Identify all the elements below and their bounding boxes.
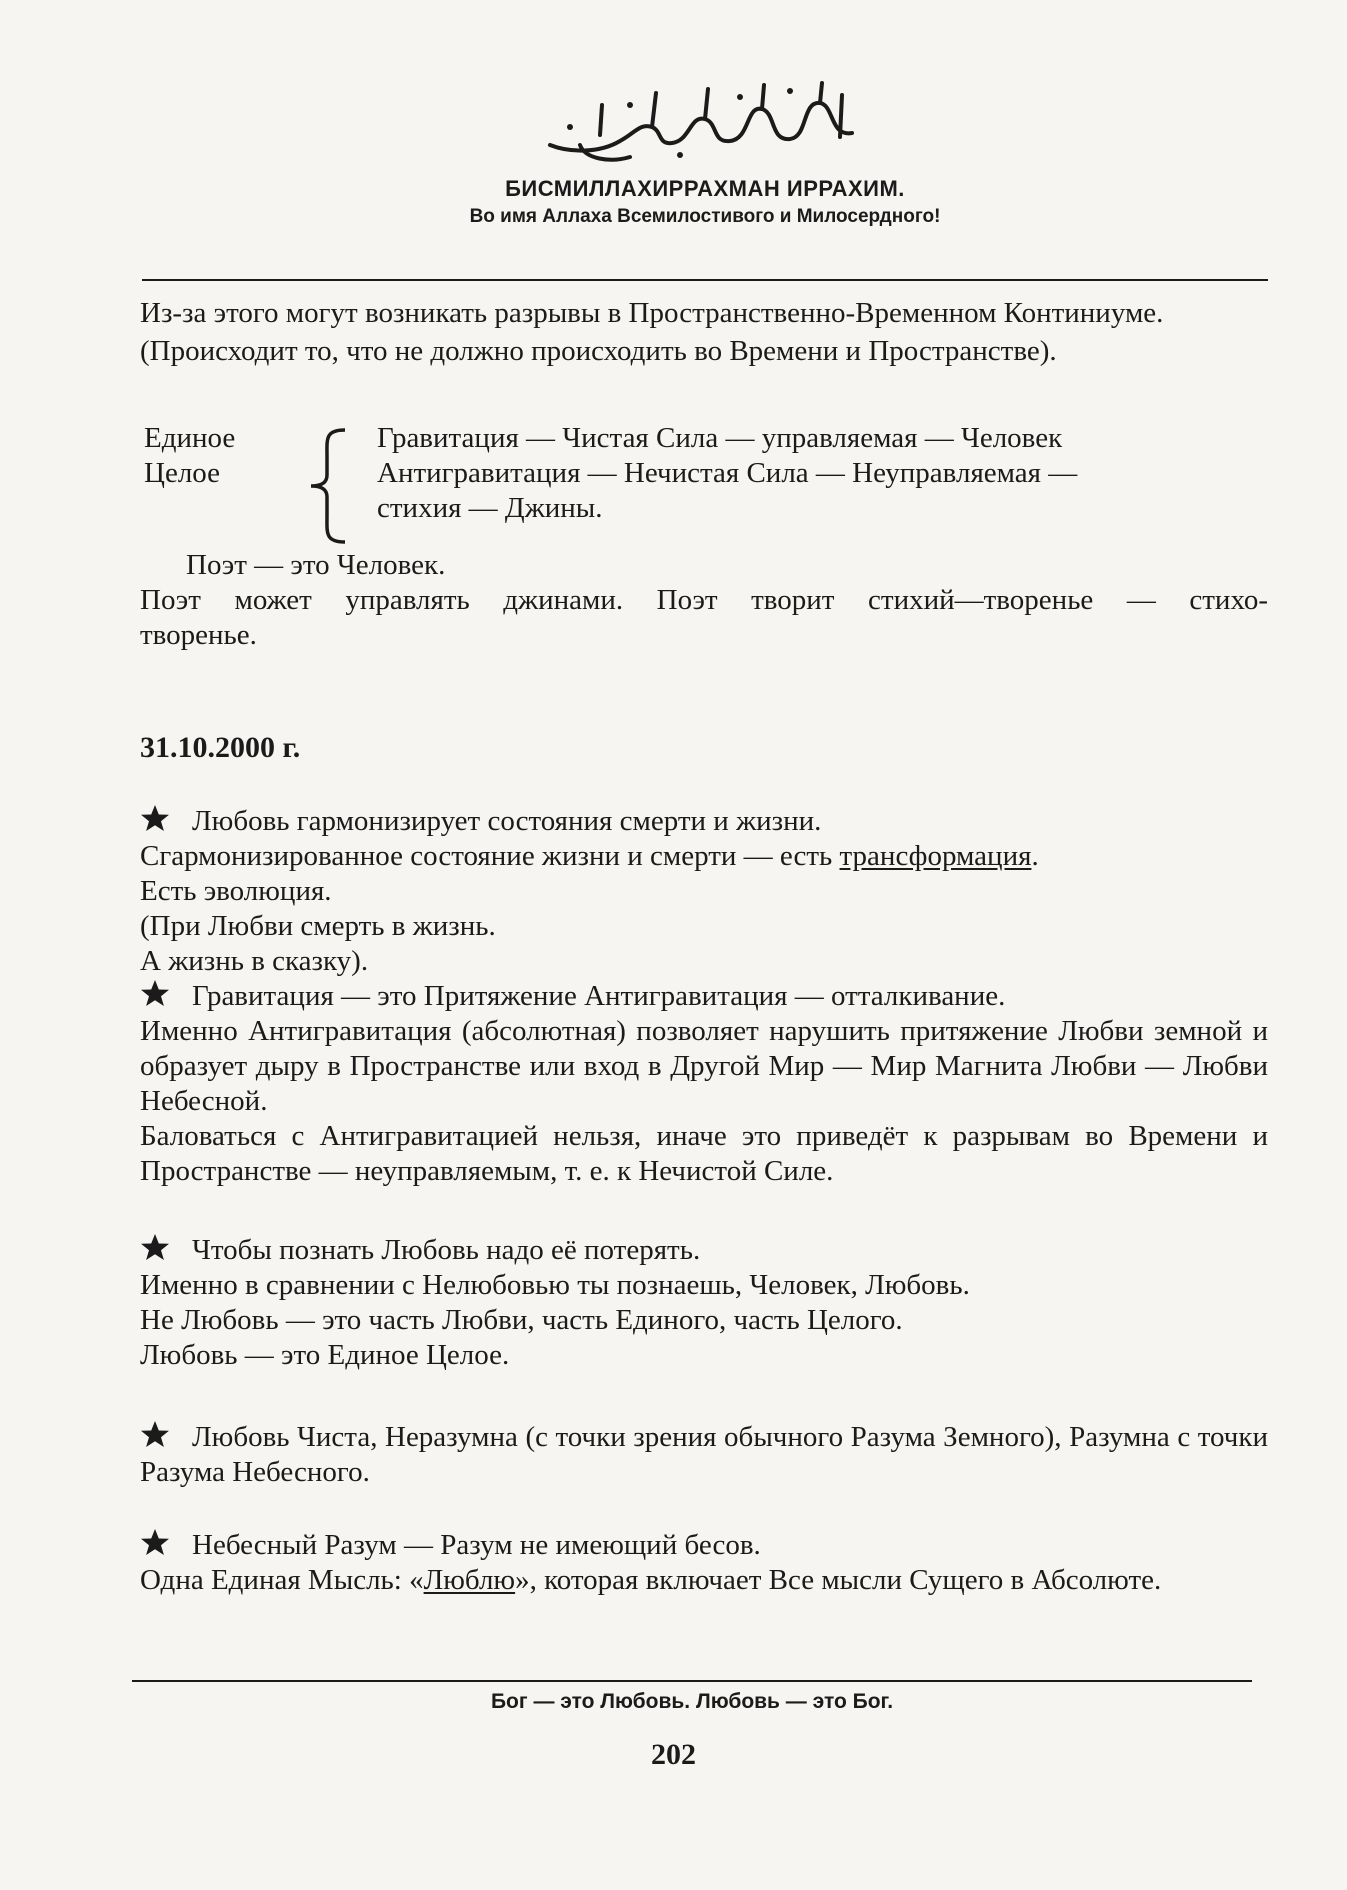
brace-diagram xyxy=(140,421,1270,551)
poet-line-1: Поэт — это Человек. xyxy=(186,549,446,581)
date-label: 31.10.2000 г. xyxy=(140,731,301,764)
section-5 xyxy=(140,1528,1268,1598)
underlined-word-lyublyu: Люблю xyxy=(423,1564,516,1596)
page-header xyxy=(140,75,1270,228)
section-3-line-3: Не Любовь — это часть Любви, часть Единого, часть Целого. xyxy=(140,1304,903,1336)
poet-line-2: Поэт может управлять джинами. Поэт творит стихий—творенье — стихо- xyxy=(140,584,1268,616)
section-3-line-2: Именно в сравнении с Нелюбовью ты познаешь, Человек, Любовь. xyxy=(140,1269,970,1301)
footer-motto: Бог — это Любовь. Любовь — это Бог. xyxy=(490,1690,894,1713)
intro-paragraph-2: (Происходит то, что не должно происходить во Времени и Пространстве). xyxy=(140,335,1057,367)
section-3 xyxy=(140,1233,1268,1373)
section-5-text-start: Одна Единая Мысль: « xyxy=(140,1564,424,1596)
star-bullet-icon xyxy=(140,1528,170,1556)
section-1 xyxy=(140,804,1268,979)
section-3-line-1: Чтобы познать Любовь надо её потерять. xyxy=(192,1234,701,1266)
poet-line-3: творенье. xyxy=(140,619,257,651)
section-1-line-2-end: . xyxy=(1031,840,1039,872)
star-bullet-icon xyxy=(140,1233,170,1261)
date-heading xyxy=(140,730,1268,766)
section-1-line-2 xyxy=(140,839,1268,874)
section-3-line-4: Любовь — это Единое Целое. xyxy=(140,1339,510,1371)
brace-label-edinoe: Единое xyxy=(144,422,236,454)
brace-line-1: Гравитация — Чистая Сила — управляемая — Человек xyxy=(377,422,1063,454)
section-1-line-5: А жизнь в сказку). xyxy=(140,945,369,977)
star-bullet-icon xyxy=(140,1420,170,1448)
section-2-paragraph-2: Баловаться с Антигравитацией нельзя, иначе это приведёт к разрывам во Времени и Пространстве — неуправляемым, т. е. к Нечистой Силе. xyxy=(140,1120,1268,1187)
brace-line-3: стихия — Джины. xyxy=(377,492,603,524)
page-number: 202 xyxy=(651,1738,696,1771)
intro-paragraph-1: Из-за этого могут возникать разрывы в Пространственно-Временном Континиуме. xyxy=(140,297,1164,329)
brace-line-2: Антигравитация — Нечистая Сила — Неуправляемая — xyxy=(377,457,1078,489)
brace-items xyxy=(377,421,1265,526)
header-divider xyxy=(142,279,1268,281)
section-5-text-end: », которая включает Все мысли Сущего в Абсолюте. xyxy=(515,1564,1162,1596)
section-5-paragraph xyxy=(140,1563,1268,1598)
brace-label-tseloe: Целое xyxy=(144,457,221,489)
header-title: БИСМИЛЛАХИРРАХМАН ИРРАХИМ. xyxy=(505,176,905,201)
section-2-line-1: Гравитация — это Притяжение Антигравитация — отталкивание. xyxy=(192,980,1006,1012)
section-5-line-1: Небесный Разум — Разум не имеющий бесов. xyxy=(192,1529,761,1561)
star-bullet-icon xyxy=(140,979,170,1007)
section-1-line-1: Любовь гармонизирует состояния смерти и жизни. xyxy=(192,805,822,837)
poet-block xyxy=(140,548,1268,653)
section-1-line-3: Есть эволюция. xyxy=(140,875,332,907)
section-1-line-4: (При Любви смерть в жизнь. xyxy=(140,910,496,942)
brace-labels xyxy=(144,421,235,491)
section-4-paragraph: Любовь Чиста, Неразумна (с точки зрения обычного Разума Земного), Разумна с точки Разума Небесного. xyxy=(140,1421,1268,1488)
footer-divider xyxy=(132,1680,1252,1682)
header-subtitle: Во имя Аллаха Всемилостивого и Милосердного! xyxy=(469,206,941,227)
intro-block xyxy=(140,296,1268,369)
section-1-line-2-text: Сгармонизированное состояние жизни и смерти — есть xyxy=(140,840,840,872)
section-4 xyxy=(140,1420,1268,1490)
curly-brace-icon xyxy=(303,427,353,545)
section-2 xyxy=(140,979,1268,1189)
underlined-word-transformation: трансформация xyxy=(839,840,1032,872)
section-2-paragraph: Именно Антигравитация (абсолютная) позволяет нарушить притяжение Любви земной и образует дыру в Пространстве или вход в Другой Мир — Мир Магнита Любви — Любви Небесной. xyxy=(140,1015,1268,1117)
bismillah-calligraphy-icon xyxy=(540,75,870,170)
star-bullet-icon xyxy=(140,804,170,832)
